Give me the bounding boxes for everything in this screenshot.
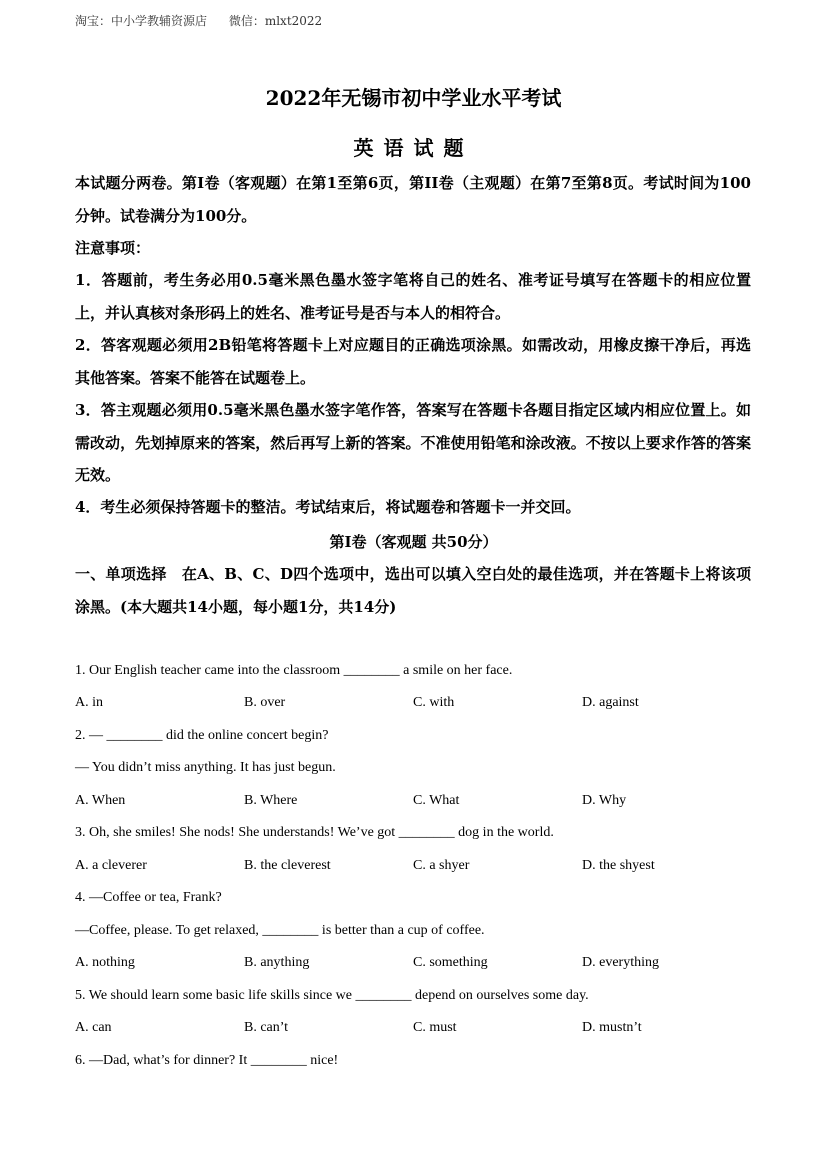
watermark-shop: 淘宝：中小学教辅资源店 [75,14,208,28]
option-c: C. something [413,955,488,970]
section-heading: 第I卷（客观题 共50分） [329,533,498,551]
option-b: B. over [244,695,286,710]
option-d: D. everything [582,955,659,970]
option-b: B. can’t [244,1020,289,1035]
option-d: D. against [582,695,639,710]
question-2-options [75,791,755,811]
option-d: D. Why [582,793,627,808]
notice-4: 4．考生必须保持答题卡的整洁。考试结束后，将试题卷和答题卡一并交回。 [75,498,581,516]
option-a: A. nothing [75,955,135,970]
question-2-reply: — You didn’t miss anything. It has just begun. [75,760,336,775]
option-d: D. the shyest [582,858,655,873]
option-a: A. When [75,793,126,808]
option-c: C. What [413,793,460,808]
question-4-reply: —Coffee, please. To get relaxed, ________ is better than a cup of coffee. [75,923,485,938]
question-3-options [75,856,755,876]
exam-title: 2022年无锡市初中学业水平考试 [265,86,562,110]
option-c: C. with [413,695,455,710]
exam-subtitle: 英语试题 [353,136,474,160]
question-4: 4. —Coffee or tea, Frank? [75,890,222,905]
question-3: 3. Oh, she smiles! She nods! She understands! We’ve got ________ dog in the world. [75,825,554,840]
question-5-options [75,1018,755,1038]
question-4-options [75,953,755,973]
notice-2: 2．答客观题必须用2B铅笔将答题卡上对应题目的正确选项涂黑。如需改动，用橡皮擦干净后，再选其他答案。答案不能答在试题卷上。 [75,336,751,387]
option-b: B. the cleverest [244,858,331,873]
question-1: 1. Our English teacher came into the classroom ________ a smile on her face. [75,663,513,678]
option-a: A. can [75,1020,112,1035]
option-a: A. a cleverer [75,858,147,873]
option-c: C. a shyer [413,858,470,873]
question-6: 6. —Dad, what’s for dinner? It ________ nice! [75,1053,339,1068]
part-one-instructions: 一、单项选择 在A、B、C、D四个选项中，选出可以填入空白处的最佳选项，并在答题卡上将该项涂黑。(本大题共14小题，每小题1分，共14分) [75,565,751,616]
question-1-options [75,693,755,713]
notice-3: 3．答主观题必须用0.5毫米黑色墨水签字笔作答，答案写在答题卡各题目指定区域内相应位置上。如需改动，先划掉原来的答案，然后再写上新的答案。不准使用铅笔和涂改液。不按以上要求作答的答案无效。 [75,401,751,484]
notice-1: 1．答题前，考生务必用0.5毫米黑色墨水签字笔将自己的姓名、准考证号填写在答题卡的相应位置上，并认真核对条形码上的姓名、准考证号是否与本人的相符合。 [75,271,751,322]
watermark [75,12,340,29]
watermark-wechat: 微信：mlxt2022 [228,14,323,28]
option-b: B. anything [244,955,310,970]
intro-text: 本试题分两卷。第I卷（客观题）在第1至第6页，第II卷（主观题）在第7至第8页。考试时间为100分钟。试卷满分为100分。 [75,174,751,225]
question-5: 5. We should learn some basic life skills since we ________ depend on ourselves some day. [75,988,589,1003]
option-a: A. in [75,695,103,710]
question-2: 2. — ________ did the online concert begin? [75,728,329,743]
option-d: D. mustn’t [582,1020,642,1035]
notice-title: 注意事项： [75,239,151,257]
option-c: C. must [413,1020,457,1035]
option-b: B. Where [244,793,298,808]
